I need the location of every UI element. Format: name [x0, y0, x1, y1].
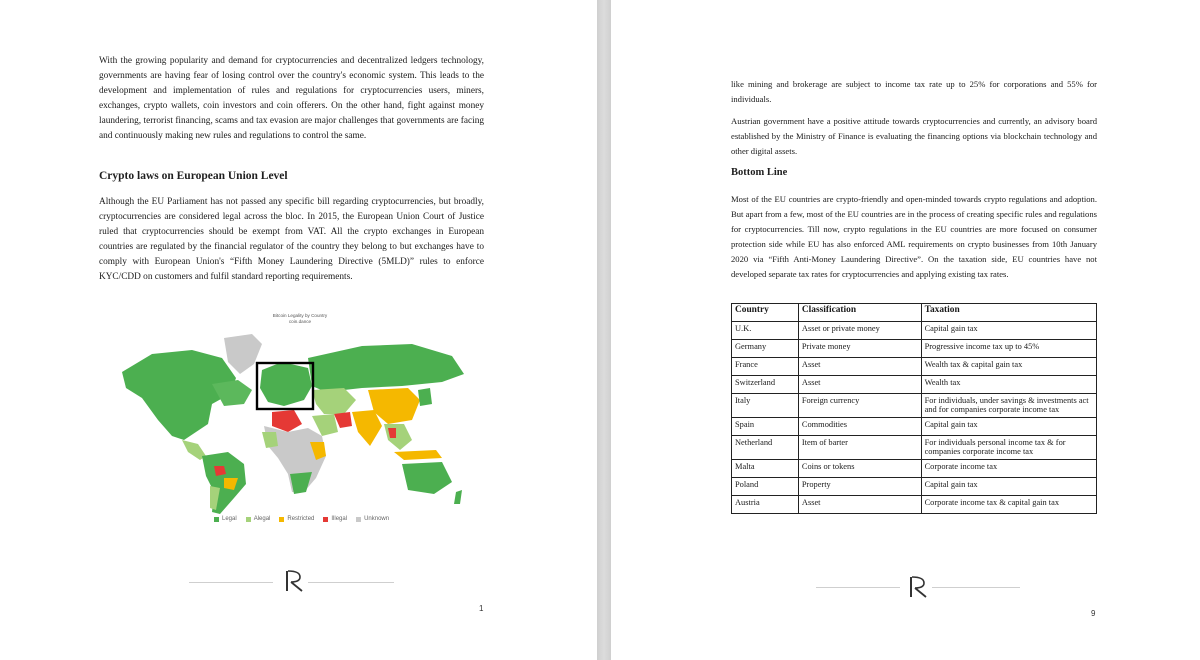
cell-country: Switzerland	[732, 376, 799, 394]
cell-country: France	[732, 358, 799, 376]
cell-taxation: Capital gain tax	[921, 477, 1096, 495]
footer-rule-right-right-page	[932, 587, 1020, 588]
map-title: Bitcoin Legality by Country	[272, 313, 328, 318]
page-gutter	[597, 0, 611, 660]
page-number-right: 9	[1091, 609, 1096, 618]
cell-country: Netherland	[732, 435, 799, 459]
cell-country: Malta	[732, 459, 799, 477]
table-row	[732, 495, 1097, 513]
r-monogram-logo-icon	[282, 569, 304, 593]
footer-rule-left	[189, 582, 273, 583]
cell-classification: Asset	[798, 495, 921, 513]
cell-classification: Commodities	[798, 417, 921, 435]
legend-swatch-restricted	[279, 517, 284, 522]
r-monogram-logo-icon	[906, 575, 928, 599]
map-region-south-asia	[352, 410, 382, 446]
footer-rule-right	[308, 582, 394, 583]
table-row	[732, 358, 1097, 376]
column-header-taxation: Taxation	[921, 304, 1096, 322]
bottom-line-heading: Bottom Line	[731, 167, 788, 178]
legend-label-alegal: Alegal	[253, 516, 271, 522]
legend-label-legal: Legal	[222, 516, 237, 522]
table-row	[732, 477, 1097, 495]
crypto-taxation-table	[731, 303, 1097, 514]
cell-taxation: For individuals personal income tax & for companies corporate income tax	[921, 435, 1096, 459]
table-row	[732, 435, 1097, 459]
legend-item-alegal	[246, 516, 271, 522]
cell-taxation: Wealth tax	[921, 376, 1096, 394]
map-title-block	[230, 313, 370, 324]
legend-swatch-illegal	[323, 517, 328, 522]
table-row	[732, 394, 1097, 418]
table-row	[732, 322, 1097, 340]
legend-label-restricted: Restricted	[287, 516, 315, 522]
cell-classification: Item of barter	[798, 435, 921, 459]
cell-country: Poland	[732, 477, 799, 495]
cell-country: Austria	[732, 495, 799, 513]
table-row	[732, 417, 1097, 435]
table-row	[732, 459, 1097, 477]
cell-classification: Coins or tokens	[798, 459, 921, 477]
document-page-left	[0, 0, 597, 660]
cell-classification: Foreign currency	[798, 394, 921, 418]
cell-taxation: For individuals, under savings & investments act and for companies corporate income tax	[921, 394, 1096, 418]
legend-item-illegal	[323, 516, 347, 522]
map-region-middle-east-illegal	[334, 412, 352, 428]
legend-swatch-alegal	[246, 517, 251, 522]
map-legend	[214, 516, 389, 522]
cell-taxation: Corporate income tax & capital gain tax	[921, 495, 1096, 513]
intro-paragraph: With the growing popularity and demand for cryptocurrencies and decentralized ledgers technology, governments are having fear of losing control over the country's economic system. This leads to the development and implementation of rules and regulations for cryptocurrencies users, miners, exchanges, crypto wallets, coin investors and coin offerers. On the other hand, fight against money laundering, terrorist financing, scams and tax evasion are major challenges that governments are facing and continuously making new rules and regulations to control the same.	[99, 56, 484, 141]
table-row	[732, 340, 1097, 358]
column-header-country: Country	[732, 304, 799, 322]
legend-label-illegal: Illegal	[331, 516, 348, 522]
map-region-north-america-east	[212, 380, 252, 406]
cell-classification: Property	[798, 477, 921, 495]
map-region-central-asia	[312, 388, 356, 414]
table-row	[732, 376, 1097, 394]
cell-classification: Asset	[798, 376, 921, 394]
cell-classification: Private money	[798, 340, 921, 358]
map-region-japan	[418, 388, 432, 406]
map-region-australia	[402, 462, 452, 494]
map-region-indonesia	[394, 450, 442, 460]
cell-taxation: Capital gain tax	[921, 322, 1096, 340]
cell-country: Germany	[732, 340, 799, 358]
cell-taxation: Wealth tax & capital gain tax	[921, 358, 1096, 376]
bottom-line-paragraph: Most of the EU countries are crypto-friendly and open-minded towards crypto regulations and adoption. But apart from a few, most of the EU countries are in the process of creating specific rules and regulations for cryptocurrencies. Till now, crypto regulations in the EU countries are more focused on consumer protection side while EU has also enforced AML requirements on crypto businesses from 10th January 2020 via “Fifth Anti-Money Laundering Directive”. On the taxation side, EU countries have not developed separate tax rates for cryptocurrencies and applying existing tax rates.	[731, 194, 1097, 279]
map-subtitle: coin.dance	[288, 318, 312, 324]
cell-classification: Asset	[798, 358, 921, 376]
world-map-figure	[112, 328, 472, 514]
eu-section-heading: Crypto laws on European Union Level	[99, 170, 288, 182]
map-region-africa-west	[262, 432, 278, 448]
map-region-russia	[308, 344, 464, 392]
legend-item-unknown	[356, 516, 389, 522]
mining-paragraph: like mining and brokerage are subject to income tax rate up to 25% for corporations and 55% for individuals.	[731, 79, 1097, 104]
austria-paragraph: Austrian government have a positive attitude towards cryptocurrencies and currently, an advisory board established by the Ministry of Finance is evaluating the financing options via blockchain technology and other digital assets.	[731, 116, 1097, 156]
legend-label-unknown: Unknown	[364, 516, 390, 522]
page-number: 1	[479, 604, 484, 613]
column-header-classification: Classification	[798, 304, 921, 322]
cell-taxation: Progressive income tax up to 45%	[921, 340, 1096, 358]
footer-rule-left-right-page	[816, 587, 900, 588]
legend-swatch-unknown	[356, 517, 361, 522]
map-region-north-africa-illegal	[272, 410, 302, 432]
map-region-southeast-asia	[384, 424, 412, 450]
map-region-europe	[260, 362, 312, 406]
map-region-new-zealand	[454, 490, 462, 504]
cell-country: Spain	[732, 417, 799, 435]
legend-item-legal	[214, 516, 237, 522]
cell-taxation: Corporate income tax	[921, 459, 1096, 477]
cell-classification: Asset or private money	[798, 322, 921, 340]
cell-taxation: Capital gain tax	[921, 417, 1096, 435]
cell-country: Italy	[732, 394, 799, 418]
cell-country: U.K.	[732, 322, 799, 340]
legend-item-restricted	[279, 516, 314, 522]
legend-swatch-legal	[214, 517, 219, 522]
eu-paragraph: Although the EU Parliament has not passed any specific bill regarding cryptocurrencies, but broadly, cryptocurrencies are considered legal across the bloc. In 2015, the European Union Court of Justice ruled that cryptocurrencies should be exempt from VAT. All the crypto exchanges in European countries are regulated by the financial regulator of the country they belong to but exchanges have to comply with European Union's “Fifth Money Laundering Directive (5MLD)” rules to enforce KYC/CDD on customers and fulfil standard reporting requirements.	[99, 197, 484, 282]
table-header-row	[732, 304, 1097, 322]
